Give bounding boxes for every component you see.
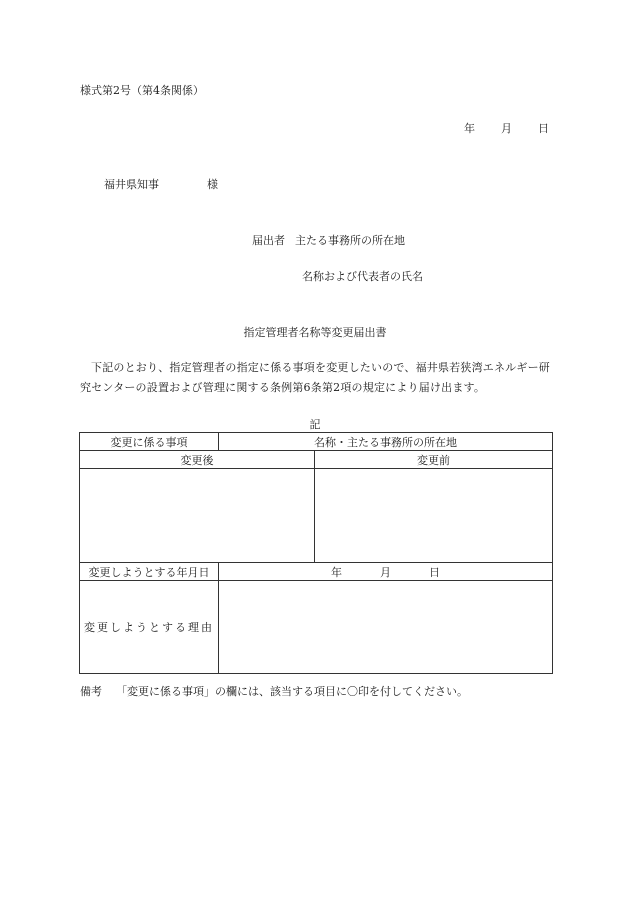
date-label: 変更しようとする年月日 xyxy=(80,563,219,581)
table-date-month: 月 xyxy=(380,565,391,579)
before-value-cell[interactable] xyxy=(315,469,553,563)
matter-value[interactable]: 名称・主たる事務所の所在地 xyxy=(219,433,553,451)
reason-label: 変更しようとする理由 xyxy=(80,581,219,674)
after-label: 変更後 xyxy=(80,451,315,469)
after-value-cell[interactable] xyxy=(80,469,315,563)
applicant-address-line xyxy=(252,232,405,248)
change-form-table xyxy=(79,432,553,674)
note-text: 「変更に係る事項」の欄には、該当する項目に〇印を付してください。 xyxy=(116,685,468,698)
applicant-label: 届出者 xyxy=(252,234,285,247)
note-label: 備考 xyxy=(80,685,102,698)
addressee-honorific: 様 xyxy=(207,178,218,191)
note xyxy=(80,683,468,699)
table-date-year: 年 xyxy=(331,565,342,579)
reason-row xyxy=(80,581,553,674)
applicant-address-label: 主たる事務所の所在地 xyxy=(295,234,405,247)
matter-label: 変更に係る事項 xyxy=(80,433,219,451)
reason-value-cell[interactable] xyxy=(219,581,553,674)
addressee xyxy=(104,176,218,192)
addressee-name: 福井県知事 xyxy=(104,178,159,191)
date-month-label: 月 xyxy=(501,122,512,135)
date-day-label: 日 xyxy=(538,122,549,135)
matter-row xyxy=(80,433,553,451)
applicant-name-label: 名称および代表者の氏名 xyxy=(302,270,423,283)
after-before-header-row xyxy=(80,451,553,469)
before-label: 変更前 xyxy=(315,451,553,469)
table-date-day: 日 xyxy=(429,565,440,579)
ki-heading: 記 xyxy=(309,418,321,431)
body-text: 下記のとおり、指定管理者の指定に係る事項を変更したいので、福井県若狭湾エネルギー研究センターの設置および管理に関する条例第6条第2項の規定により届け出ます。 xyxy=(80,361,550,394)
date-year-label: 年 xyxy=(464,122,475,135)
after-before-body-row xyxy=(80,469,553,563)
submission-date xyxy=(464,120,549,136)
date-row xyxy=(80,563,553,581)
date-value-cell[interactable] xyxy=(219,563,553,581)
document-title: 指定管理者名称等変更届出書 xyxy=(243,326,387,339)
form-number: 様式第2号（第4条関係） xyxy=(80,84,204,97)
